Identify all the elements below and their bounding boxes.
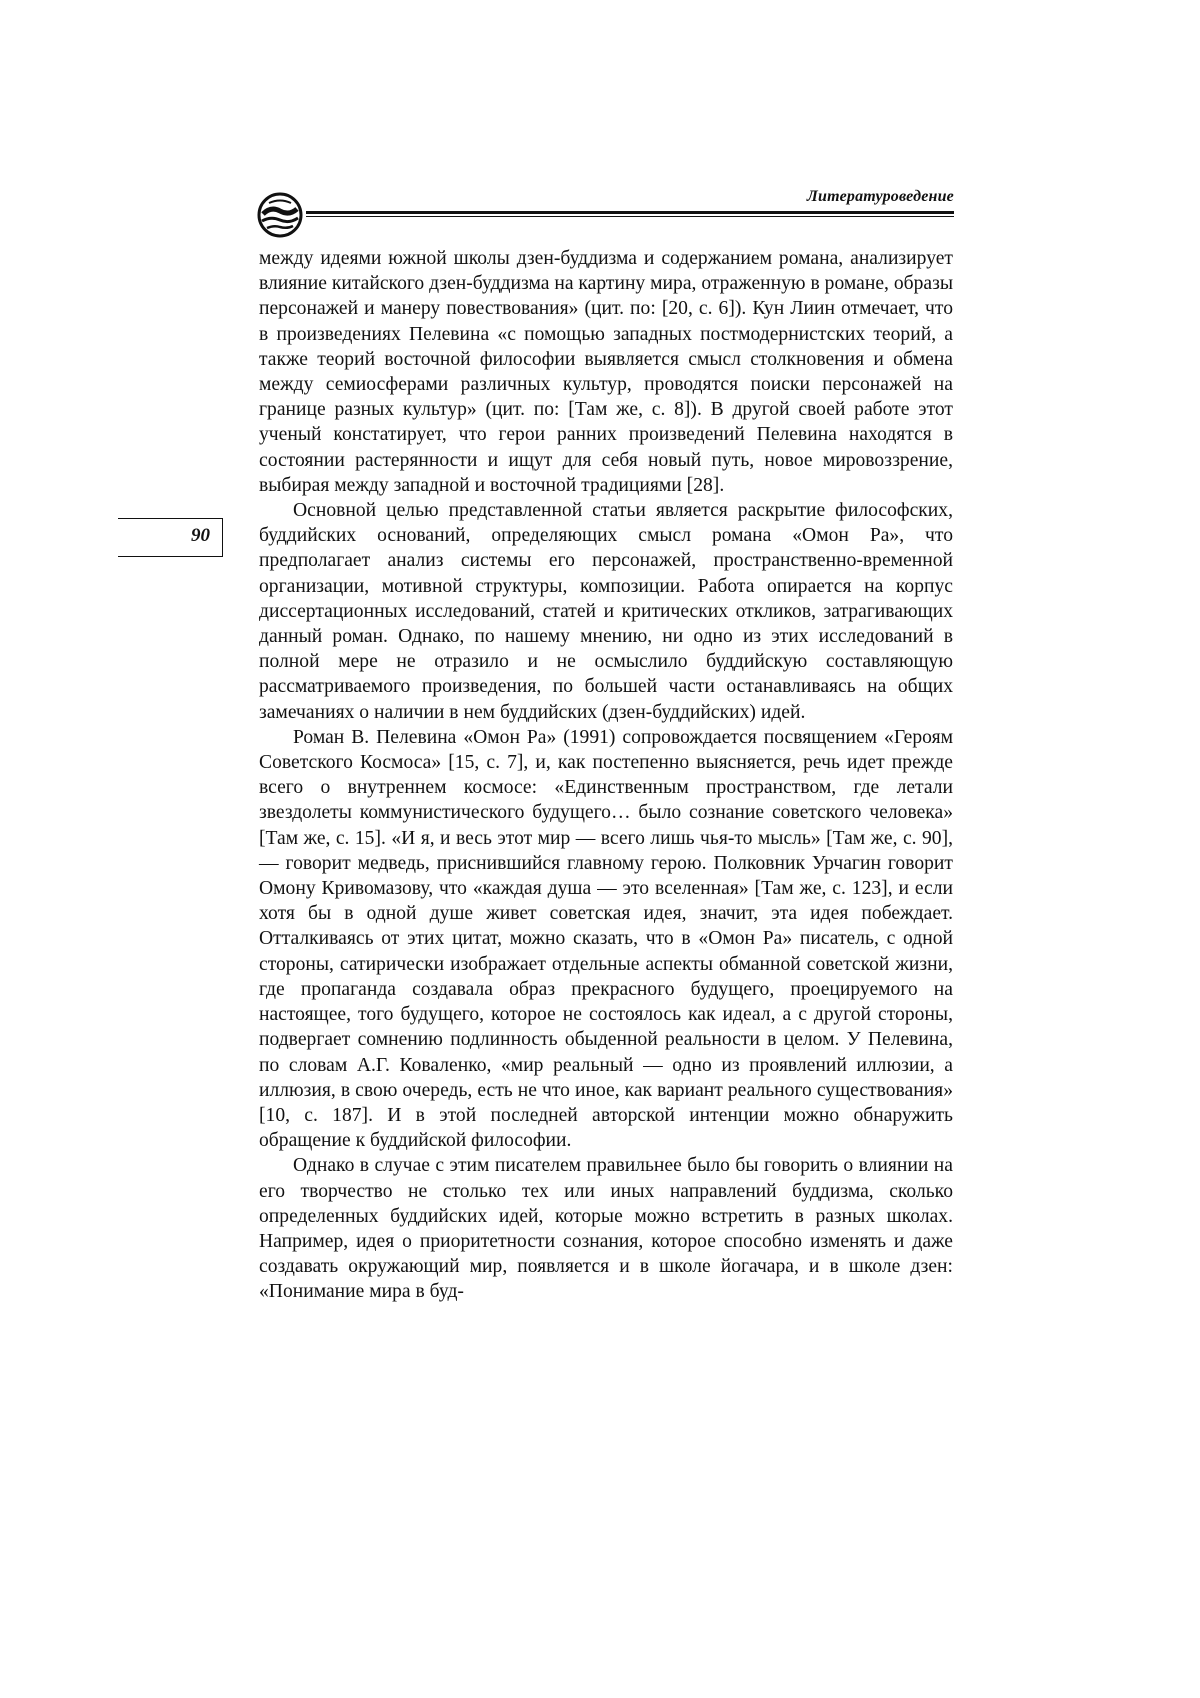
page-number: 90 (191, 525, 210, 546)
section-title: Литературоведение (806, 188, 954, 205)
paragraph-2: Основной целью представленной статьи является раскрытие философских, буддийских оснований, определяющих смысл романа «Омон Ра», что предполагает анализ системы его персонажей, пространственно-временной организации, мотивной структуры, композиции. Работа опирается на корпус диссертационных исследований, статей и критических откликов, затрагивающих данный роман. Однако, по нашему мнению, ни одно из этих исследований в полной мере не отразило и не осмыслило буддийскую составляющую рассматриваемого произведения, по большей части останавливаясь на общих замечаниях о наличии в нем буддийских (дзен-буддийских) идей. (259, 500, 953, 723)
page-number-box (118, 518, 223, 557)
paragraph-3: Роман В. Пелевина «Омон Ра» (1991) сопровождается посвящением «Героям Советского Космоса» [15, с. 7], и, как постепенно выясняется, речь идет прежде всего о внутреннем космосе: «Единственным пространством, где летали звездолеты коммунистического будущего… было сознание советского человека» [Там же, с. 15]. «И я, и весь этот мир — всего лишь чья-то мысль» [Там же, с. 90], — говорит медведь, приснившийся главному герою. Полковник Урчагин говорит Омону Кривомазову, что «каждая душа — это вселенная» [Там же, с. 123], и если хотя бы в одной душе живет советская идея, значит, эта идея побеждает. Отталкиваясь от этих цитат, можно сказать, что в «Омон Ра» писатель, с одной стороны, сатирически изображает отдельные аспекты обманной советской жизни, где пропаганда создавала образ прекрасного будущего, проецируемого на настоящее, того будущего, которое не состоялось как идеал, а с другой стороны, подвергает сомнению подлинность обыденной реальности в целом. У Пелевина, по словам А.Г. Коваленко, «мир реальный — одно из проявлений иллюзии, а иллюзия, в свою очередь, есть не что иное, как вариант реального существования» [10, с. 187]. И в этой последней авторской интенции можно обнаружить обращение к буддийской философии. (259, 726, 953, 1152)
journal-logo-icon (257, 192, 303, 238)
header-rule-thin (306, 216, 954, 217)
article-body (259, 246, 953, 1305)
header-rule-thick (306, 211, 954, 214)
paragraph-1: между идеями южной школы дзен-буддизма и содержанием романа, анализирует влияние китайского дзен-буддизма на картину мира, отраженную в романе, образы персонажей и манеру повествования» (цит. по: [20, с. 6]). Кун Лиин отмечает, что в произведениях Пелевина «с помощью западных постмодернистских теорий, а также теорий восточной философии выявляется смысл столкновения и обмена между семиосферами различных культур, проводятся поиски персонажей на границе разных культур» (цит. по: [Там же, с. 8]). В другой своей работе этот ученый констатирует, что герои ранних произведений Пелевина находятся в состоянии растерянности и ищут для себя новый путь, новое мировоззрение, выбирая между западной и восточной традициями [28]. (259, 248, 953, 496)
paragraph-4: Однако в случае с этим писателем правильнее было бы говорить о влиянии на его творчество не столько тех или иных направлений буддизма, сколько определенных буддийских идей, которые можно встретить в разных школах. Например, идея о приоритетности сознания, которое способно изменять и даже создавать окружающий мир, появляется и в школе йогачара, и в школе дзен: «Понимание мира в буд- (259, 1155, 953, 1303)
